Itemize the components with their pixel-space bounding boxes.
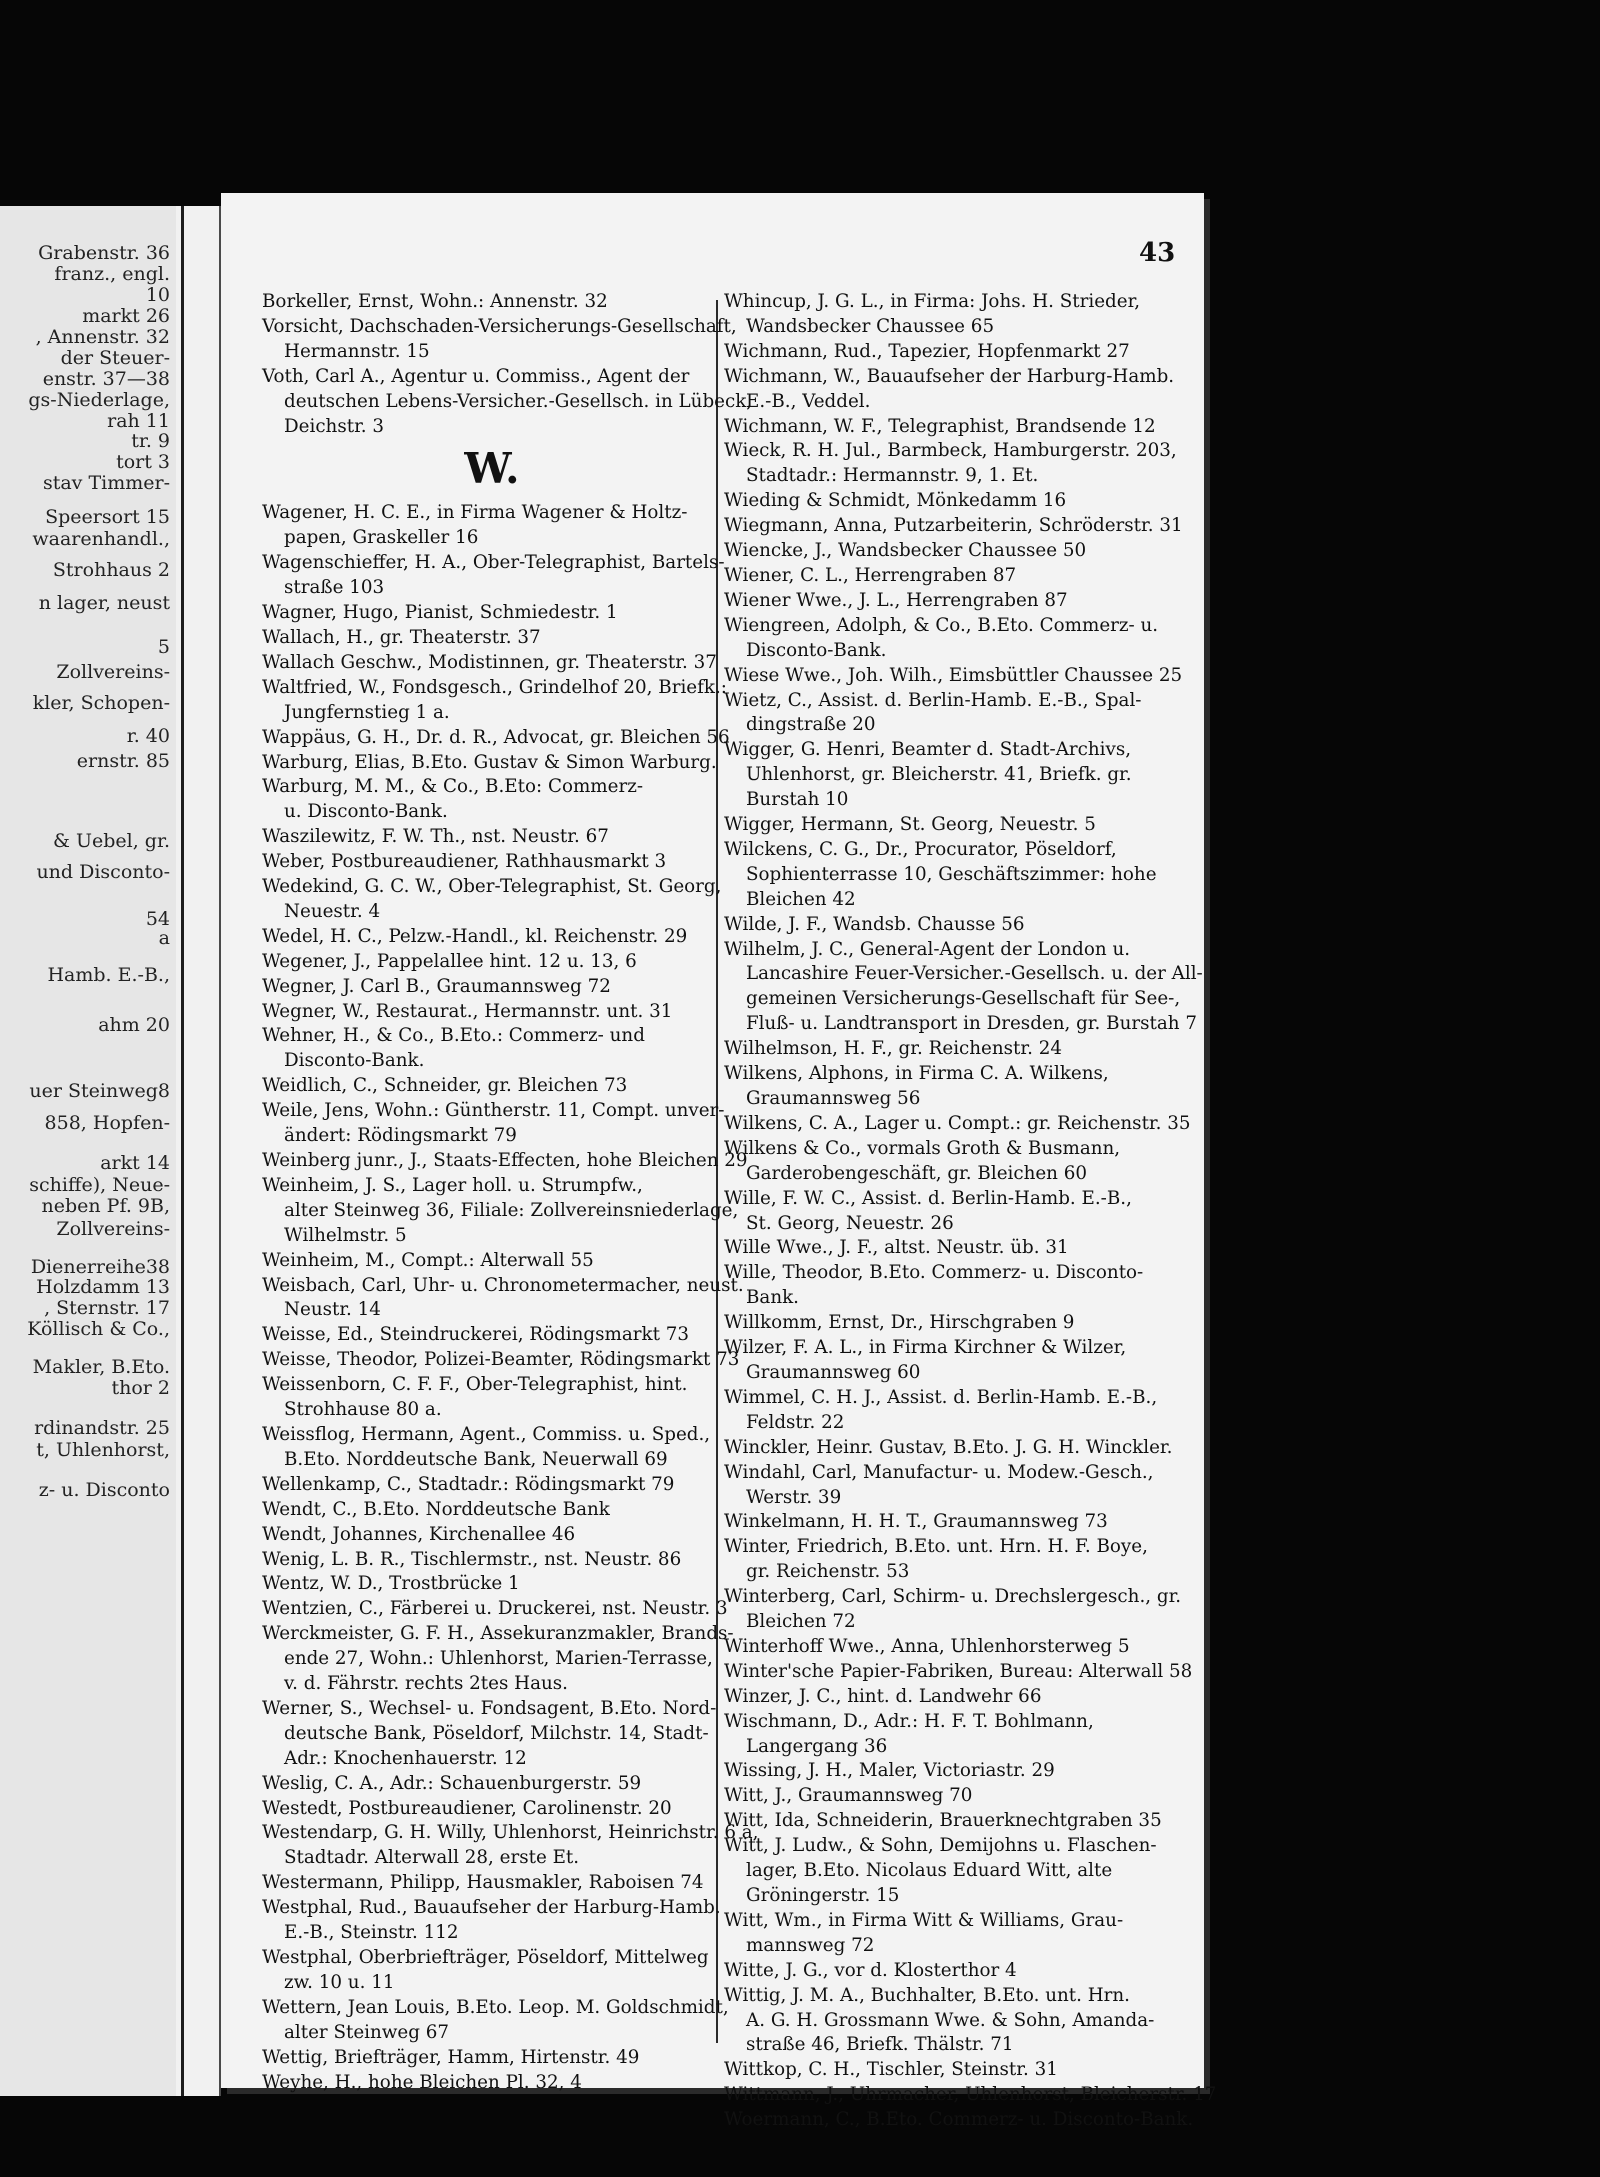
directory-entry (262, 1548, 722, 1573)
entry-continuation-line: alter Steinweg 67 (284, 2021, 450, 2043)
directory-entry (724, 1635, 1202, 1660)
entry-continuation-line: gemeinen Versicherungs-Gesellschaft für See-, (746, 988, 1181, 1010)
entry-line: Westermann, Philipp, Hausmakler, Raboisen 74 (262, 1872, 704, 1894)
directory-entry (262, 676, 727, 726)
entry-continuation-line: Gröningerstr. 15 (746, 1885, 900, 1906)
directory-entry (262, 875, 722, 925)
entry-line: Weinberg junr., J., Staats-Effecten, hohe Bleichen 29 (262, 1150, 748, 1171)
entry-line: Winter, Friedrich, B.Eto. unt. Hrn. H. F. Boye, (724, 1536, 1148, 1558)
directory-entry (724, 938, 1202, 1038)
directory-entry (724, 415, 1202, 440)
directory-entry (262, 501, 722, 551)
entry-line: Weyhe, H., hohe Bleichen Pl. 32, 4 (262, 2071, 582, 2093)
page-number: 43 (1139, 238, 1176, 268)
entry-line: Weisse, Ed., Steindruckerei, Rödingsmarkt 73 (262, 1324, 689, 1346)
entry-line: Wiegmann, Anna, Putzarbeiterin, Schröderstr. 31 (724, 515, 1183, 537)
directory-entry (724, 1685, 1202, 1710)
entry-line: Wagner, Hugo, Pianist, Schmiedestr. 1 (262, 602, 618, 624)
entry-line: Weidlich, C., Schneider, gr. Bleichen 73 (262, 1075, 628, 1097)
prev-page-line: uer Steinweg8 (29, 1080, 170, 1102)
directory-entry (262, 1174, 739, 1249)
entry-line: Wiener, C. L., Herrengraben 87 (724, 564, 1017, 586)
entry-line: Wietz, C., Assist. d. Berlin-Hamb. E.-B., Spal- (724, 689, 1142, 711)
directory-entry (262, 1074, 722, 1099)
entry-line: Wegener, J., Pappelallee hint. 12 u. 13, 6 (262, 950, 637, 972)
directory-entry (262, 1772, 722, 1797)
directory-entry (724, 1535, 1202, 1585)
entry-continuation-line: B.Eto. Norddeutsche Bank, Neuerwall 69 (284, 1448, 668, 1470)
prev-page-line: , Annenstr. 32 (35, 326, 170, 348)
entry-line: Witte, J. G., vor d. Klosterthor 4 (724, 1959, 1017, 1981)
entry-line: Witt, J. Ludw., & Sohn, Demijohns u. Flaschen- (724, 1835, 1157, 1857)
prev-page-line: rdinandstr. 25 (34, 1417, 170, 1439)
directory-entry (262, 365, 753, 440)
entry-line: Willkomm, Ernst, Dr., Hirschgraben 9 (724, 1312, 1075, 1334)
entry-continuation-line: Fluß- u. Landtransport in Dresden, gr. Burstah 7 (746, 1013, 1197, 1035)
directory-entry (262, 1572, 722, 1597)
entry-line: Wiencke, J., Wandsbecker Chaussee 50 (724, 540, 1087, 562)
entry-line: Wappäus, G. H., Dr. d. R., Advocat, gr. Bleichen 56 (262, 726, 730, 748)
directory-entry (724, 689, 1202, 739)
directory-entry (724, 1809, 1202, 1834)
entry-line: Wilkens, C. A., Lager u. Compt.: gr. Reichenstr. 35 (724, 1112, 1191, 1134)
entry-line: Wiese Wwe., Joh. Wilh., Eimsbüttler Chaussee 25 (724, 664, 1183, 686)
entry-line: Wigger, Hermann, St. Georg, Neuestr. 5 (724, 814, 1096, 836)
entry-continuation-line: Graumannsweg 56 (746, 1088, 921, 1109)
prev-page-line: Köllisch & Co., (27, 1318, 170, 1340)
entry-line: Wichmann, W. F., Telegraphist, Brandsende 12 (724, 415, 1156, 437)
prev-page-line: arkt 14 (100, 1152, 170, 1174)
directory-entry (262, 651, 722, 676)
prev-page-line: & Uebel, gr. (53, 830, 170, 852)
entry-line: Wehner, H., & Co., B.Eto.: Commerz- und (262, 1025, 645, 1047)
directory-entry (262, 551, 725, 601)
entry-line: Westphal, Oberbriefträger, Pöseldorf, Mittelweg (262, 1947, 709, 1968)
directory-entry (262, 1373, 722, 1423)
entry-line: Werckmeister, G. F. H., Assekuranzmakler, Brands- (262, 1623, 734, 1645)
entry-line: Westphal, Rud., Bauaufseher der Harburg-Hamb. (262, 1897, 721, 1919)
directory-entry (262, 1348, 740, 1373)
directory-entry (262, 1423, 722, 1473)
directory-entry (262, 751, 722, 776)
prev-page-line: Makler, B.Eto. (32, 1356, 170, 1378)
directory-entry (724, 1834, 1202, 1909)
entry-continuation-line: gr. Reichenstr. 53 (746, 1561, 910, 1583)
entry-line: Waszilewitz, F. W. Th., nst. Neustr. 67 (262, 826, 609, 848)
entry-line: Borkeller, Ernst, Wohn.: Annenstr. 32 (262, 291, 608, 312)
entry-line: Wendt, C., B.Eto. Norddeutsche Bank (262, 1498, 610, 1520)
entry-line: Westedt, Postbureaudiener, Carolinenstr. 20 (262, 1797, 672, 1819)
entry-continuation-line: ende 27, Wohn.: Uhlenhorst, Marien-Terrasse, (284, 1648, 713, 1670)
entry-line: Windahl, Carl, Manufactur- u. Modew.-Gesch., (724, 1461, 1154, 1483)
directory-entry (724, 1336, 1202, 1386)
directory-entry (724, 1784, 1202, 1809)
prev-page-line: und Disconto- (36, 861, 170, 883)
entry-continuation-line: Stadtadr. Alterwall 28, erste Et. (284, 1847, 580, 1869)
left-column (262, 290, 759, 2095)
entry-line: Wiener Wwe., J. L., Herrengraben 87 (724, 589, 1068, 611)
directory-entry (262, 1498, 722, 1523)
directory-entry (724, 1137, 1202, 1187)
entry-continuation-line: Jungfernstieg 1 a. (284, 701, 450, 723)
entry-continuation-line: Neuestr. 4 (284, 900, 381, 922)
prev-page-line: kler, Schopen- (32, 692, 170, 714)
entry-line: Vorsicht, Dachschaden-Versicherungs-Gesellschaft, (262, 315, 737, 337)
entry-continuation-line: Sophienterrasse 10, Geschäftszimmer: hohe (746, 863, 1157, 885)
prev-page-line: rah 11 (107, 410, 170, 432)
entry-line: Wilde, J. F., Wandsb. Chausse 56 (724, 913, 1025, 935)
directory-entry (724, 838, 1202, 913)
directory-entry (724, 664, 1202, 689)
entry-continuation-line: Bank. (746, 1287, 799, 1309)
prev-page-line: waarenhandl., (32, 528, 170, 550)
directory-entry (724, 1510, 1202, 1535)
entry-line: Warburg, Elias, B.Eto. Gustav & Simon Warburg. (262, 751, 717, 773)
entry-continuation-line: deutschen Lebens-Versicher.-Gesellsch. in Lübeck, (284, 390, 753, 412)
entry-continuation-line: Adr.: Knochenhauerstr. 12 (284, 1747, 527, 1769)
prev-page-line: ernstr. 85 (76, 750, 170, 772)
entry-continuation-line: Disconto-Bank. (746, 639, 887, 661)
prev-page-line: a (158, 927, 170, 949)
entry-continuation-line: A. G. H. Grossmann Wwe. & Sohn, Amanda- (746, 2009, 1155, 2031)
directory-entry (262, 1274, 744, 1324)
directory-entry (262, 601, 722, 626)
entry-line: Waltfried, W., Fondsgesch., Grindelhof 20, Briefk.: (262, 676, 727, 698)
prev-page-line: tr. 9 (131, 430, 170, 452)
entry-line: Warburg, M. M., & Co., B.Eto: Commerz- (262, 776, 644, 798)
entry-line: Wille Wwe., J. F., altst. Neustr. üb. 31 (724, 1237, 1069, 1259)
directory-entry (724, 1062, 1202, 1112)
prev-page-line: der Steuer- (60, 347, 170, 369)
prev-page-line: Dienerreihe38 (30, 1256, 170, 1278)
directory-entry (262, 925, 722, 950)
prev-page-line: markt 26 (82, 305, 170, 327)
directory-entry (724, 1984, 1202, 2059)
entry-line: Wittkop, C. H., Tischler, Steinstr. 31 (724, 2059, 1058, 2081)
entry-line: Witt, J., Graumannsweg 70 (724, 1785, 973, 1807)
entry-line: Weinheim, M., Compt.: Alterwall 55 (262, 1249, 594, 1271)
entry-line: Wittmann, J., Uhrmacher, Uhlenhorst, Bleicherstr. 17 (724, 2084, 1217, 2106)
directory-entry (262, 975, 722, 1000)
directory-entry (724, 2108, 1202, 2133)
right-column (724, 290, 1217, 2133)
prev-page-line: Zollvereins- (56, 1218, 170, 1240)
directory-entry (724, 1461, 1202, 1511)
entry-line: Wichmann, W., Bauaufseher der Harburg-Hamb. (724, 365, 1175, 387)
directory-entry (262, 950, 722, 975)
entry-line: Wettern, Jean Louis, B.Eto. Leop. M. Goldschmidt, (262, 1996, 729, 2018)
entry-continuation-line: papen, Graskeller 16 (284, 527, 479, 549)
directory-entry (262, 1821, 759, 1871)
entry-line: Wille, Theodor, B.Eto. Commerz- u. Disconto- (724, 1262, 1144, 1284)
directory-entry (724, 514, 1202, 539)
entry-continuation-line: v. d. Fährstr. rechts 2tes Haus. (284, 1673, 568, 1695)
entry-continuation-line: Werstr. 39 (746, 1486, 842, 1508)
entry-line: Wilhelm, J. C., General-Agent der London u. (724, 938, 1131, 960)
directory-entry (724, 1909, 1202, 1959)
directory-entry (724, 1759, 1202, 1784)
entry-line: Wettig, Briefträger, Hamm, Hirtenstr. 49 (262, 2046, 640, 2068)
directory-entry (262, 315, 737, 365)
entry-line: Weissflog, Hermann, Agent., Commiss. u. Sped., (262, 1423, 711, 1445)
entry-line: Wedel, H. C., Pelzw.-Handl., kl. Reichenstr. 29 (262, 925, 688, 947)
entry-line: Wieck, R. H. Jul., Barmbeck, Hamburgerstr. 203, (724, 440, 1177, 462)
entry-line: Westendarp, G. H. Willy, Uhlenhorst, Heinrichstr. 6 a, (262, 1822, 759, 1844)
directory-entry (262, 775, 722, 825)
prev-page-line: t, Uhlenhorst, (36, 1439, 170, 1461)
prev-page-line: tort 3 (116, 451, 170, 473)
directory-entry (262, 1871, 722, 1896)
directory-entry (262, 1473, 722, 1498)
entry-line: Wegner, W., Restaurat., Hermannstr. unt. 31 (262, 1000, 673, 1022)
entry-line: Weissenborn, C. F. F., Ober-Telegraphist, hint. (262, 1374, 688, 1396)
prev-page-line: Zollvereins- (56, 661, 170, 683)
prev-page-line: 54 (145, 908, 170, 930)
entry-continuation-line: Deichstr. 3 (284, 415, 385, 437)
prev-page-line: 858, Hopfen- (44, 1112, 170, 1134)
entry-continuation-line: E.-B., Steinstr. 112 (284, 1922, 459, 1944)
prev-page-line: z- u. Disconto (38, 1479, 170, 1501)
entry-line: Wagenschieffer, H. A., Ober-Telegraphist, Bartels- (262, 552, 725, 574)
entry-line: Wilhelmson, H. F., gr. Reichenstr. 24 (724, 1038, 1062, 1060)
entry-line: Voth, Carl A., Agentur u. Commiss., Agent der (262, 365, 690, 387)
directory-entry (262, 1523, 722, 1548)
entry-continuation-line: Feldstr. 22 (746, 1411, 845, 1433)
directory-entry (724, 1112, 1202, 1137)
entry-line: Winterhoff Wwe., Anna, Uhlenhorsterweg 5 (724, 1635, 1130, 1657)
entry-line: Weslig, C. A., Adr.: Schauenburgerstr. 59 (262, 1772, 642, 1794)
entry-continuation-line: Lancashire Feuer-Versicher.-Gesellsch. u. der All- (746, 963, 1203, 985)
entry-line: Wissing, J. H., Maler, Victoriastr. 29 (724, 1760, 1055, 1782)
entry-line: Werner, S., Wechsel- u. Fondsagent, B.Eto. Nord- (262, 1697, 717, 1719)
entry-continuation-line: ändert: Rödingsmarkt 79 (284, 1125, 517, 1147)
directory-entry (262, 290, 722, 315)
prev-page-line: Hamb. E.-B., (47, 964, 170, 986)
prev-page-line: franz., engl. (54, 263, 170, 285)
prev-page-line: thor 2 (111, 1377, 170, 1399)
entry-line: Wittig, J. M. A., Buchhalter, B.Eto. unt. Hrn. (724, 1984, 1130, 2006)
entry-continuation-line: Garderobengeschäft, gr. Bleichen 60 (746, 1162, 1088, 1184)
entry-line: Wilzer, F. A. L., in Firma Kirchner & Wilzer, (724, 1337, 1127, 1359)
entry-continuation-line: u. Disconto-Bank. (284, 801, 448, 823)
directory-entry (724, 738, 1202, 813)
directory-entry (262, 1323, 722, 1348)
prev-page-line: 5 (157, 636, 170, 658)
prev-page-line: ahm 20 (98, 1014, 170, 1036)
entry-continuation-line: mannsweg 72 (746, 1934, 875, 1956)
directory-entry (262, 1622, 734, 1697)
directory-entry (262, 626, 722, 651)
directory-entry (724, 1037, 1202, 1062)
directory-entry (724, 1959, 1202, 1984)
entry-continuation-line: Burstah 10 (746, 789, 849, 811)
prev-page-line: stav Timmer- (42, 472, 170, 494)
entry-continuation-line: Wilhelmstr. 5 (284, 1224, 407, 1246)
gutter-edge-line (181, 206, 184, 2096)
entry-continuation-line: Graumannsweg 60 (746, 1361, 921, 1383)
directory-entry (724, 1236, 1202, 1261)
entry-line: Winckler, Heinr. Gustav, B.Eto. J. G. H. Winckler. (724, 1436, 1173, 1458)
entry-line: Wischmann, D., Adr.: H. F. T. Bohlmann, (724, 1710, 1094, 1732)
entry-line: Witt, Ida, Schneiderin, Brauerknechtgraben 35 (724, 1810, 1162, 1832)
entry-line: Winterberg, Carl, Schirm- u. Drechslergesch., gr. (724, 1586, 1182, 1608)
entry-continuation-line: E.-B., Veddel. (746, 390, 871, 412)
directory-entry (724, 340, 1202, 365)
directory-entry (724, 1386, 1202, 1436)
prev-page-line: neben Pf. 9B, (41, 1195, 170, 1217)
directory-entry (262, 1797, 722, 1822)
directory-entry (724, 1187, 1202, 1237)
entry-continuation-line: straße 103 (284, 577, 385, 599)
prev-page-line: schiffe), Neue- (29, 1174, 170, 1196)
directory-entry (724, 1710, 1202, 1760)
entry-continuation-line: Bleichen 42 (746, 888, 856, 910)
entry-line: Witt, Wm., in Firma Witt & Williams, Grau- (724, 1909, 1124, 1931)
prev-page-line: n lager, neust (38, 592, 170, 614)
entry-line: Whincup, J. G. L., in Firma: Johs. H. Strieder, (724, 291, 1141, 312)
directory-entry (724, 1660, 1202, 1685)
directory-entry (724, 913, 1202, 938)
entry-line: Wendt, Johannes, Kirchenallee 46 (262, 1523, 576, 1545)
entry-line: Wille, F. W. C., Assist. d. Berlin-Hamb. E.-B., (724, 1187, 1132, 1209)
entry-continuation-line: Neustr. 14 (284, 1299, 381, 1321)
directory-entry (724, 489, 1202, 514)
entry-continuation-line: Strohhause 80 a. (284, 1399, 442, 1421)
entry-continuation-line: dingstraße 20 (746, 714, 876, 736)
prev-page-line: , Sternstr. 17 (44, 1297, 170, 1319)
entry-continuation-line: alter Steinweg 36, Filiale: Zollvereinsniederlage, (284, 1199, 739, 1221)
prev-page-line: enstr. 37—38 (42, 368, 170, 390)
directory-entry (262, 1024, 722, 1074)
directory-entry (724, 1585, 1202, 1635)
prev-page-line: Speersort 15 (45, 506, 170, 528)
directory-entry (262, 1697, 722, 1772)
directory-entry (724, 614, 1202, 664)
prev-page-line: 10 (145, 284, 170, 306)
entry-line: Wigger, G. Henri, Beamter d. Stadt-Archivs, (724, 739, 1132, 761)
entry-continuation-line: St. Georg, Neuestr. 26 (746, 1212, 954, 1234)
directory-entry (262, 1896, 722, 1946)
previous-page-fragment (0, 206, 176, 2096)
directory-entry (262, 1946, 722, 1996)
directory-entry (724, 2058, 1202, 2083)
directory-entry (724, 813, 1202, 838)
directory-entry (262, 1149, 748, 1174)
entry-line: Wegner, J. Carl B., Graumannsweg 72 (262, 975, 611, 997)
directory-entry (724, 1261, 1202, 1311)
directory-entry (262, 726, 730, 751)
entry-line: Weisbach, Carl, Uhr- u. Chronometermacher, neust. (262, 1274, 744, 1296)
entry-continuation-line: Stadtadr.: Hermannstr. 9, 1. Et. (746, 465, 1039, 487)
directory-entry (724, 1311, 1202, 1336)
entry-continuation-line: straße 46, Briefk. Thälstr. 71 (746, 2034, 1014, 2056)
entry-continuation-line: deutsche Bank, Pöseldorf, Milchstr. 14, Stadt- (284, 1722, 709, 1744)
directory-entry (724, 365, 1202, 415)
entry-line: Wimmel, C. H. J., Assist. d. Berlin-Hamb. E.-B., (724, 1386, 1158, 1408)
entry-line: Wallach, H., gr. Theaterstr. 37 (262, 626, 541, 648)
entry-line: Weisse, Theodor, Polizei-Beamter, Rödingsmarkt 73 (262, 1349, 740, 1371)
entry-line: Wiengreen, Adolph, & Co., B.Eto. Commerz- u. (724, 614, 1159, 636)
directory-entry (262, 1000, 722, 1025)
entry-continuation-line: Bleichen 72 (746, 1611, 856, 1633)
entry-line: Wagener, H. C. E., in Firma Wagener & Holtz- (262, 502, 688, 524)
directory-entry (262, 2071, 722, 2096)
entry-line: Weinheim, J. S., Lager holl. u. Strumpfw., (262, 1174, 643, 1196)
entry-line: Weber, Postbureaudiener, Rathhausmarkt 3 (262, 851, 667, 873)
entry-line: Wieding & Schmidt, Mönkedamm 16 (724, 490, 1067, 512)
entry-line: Wichmann, Rud., Tapezier, Hopfenmarkt 27 (724, 340, 1130, 362)
directory-entry (262, 1099, 725, 1149)
entry-line: Winkelmann, H. H. T., Graumannsweg 73 (724, 1511, 1108, 1533)
directory-entry (724, 290, 1202, 340)
entry-line: Wellenkamp, C., Stadtadr.: Rödingsmarkt 79 (262, 1473, 675, 1495)
entry-line: Winzer, J. C., hint. d. Landwehr 66 (724, 1685, 1042, 1707)
directory-entry (724, 564, 1202, 589)
entry-line: Wilkens, Alphons, in Firma C. A. Wilkens, (724, 1063, 1109, 1085)
entry-line: Woermann, C., B.Eto. Commerz- u. Disconto-Bank. (724, 2109, 1194, 2131)
directory-entry (262, 1597, 728, 1622)
entry-continuation-line: zw. 10 u. 11 (284, 1971, 395, 1993)
directory-entry (262, 850, 722, 875)
directory-entry (724, 1436, 1202, 1461)
entry-continuation-line: Uhlenhorst, gr. Bleicherstr. 41, Briefk. gr. (746, 764, 1132, 786)
entry-continuation-line: Hermannstr. 15 (284, 340, 430, 362)
directory-entry (724, 589, 1202, 614)
entry-continuation-line: Disconto-Bank. (284, 1050, 425, 1072)
prev-page-line: Grabenstr. 36 (38, 242, 170, 264)
entry-line: Winter'sche Papier-Fabriken, Bureau: Alterwall 58 (724, 1660, 1193, 1682)
directory-entry (262, 825, 722, 850)
prev-page-line: Holzdamm 13 (36, 1276, 170, 1298)
entry-line: Wallach Geschw., Modistinnen, gr. Theaterstr. 37 (262, 651, 717, 673)
entry-continuation-line: Wandsbecker Chaussee 65 (746, 315, 995, 337)
directory-entry (724, 539, 1202, 564)
directory-entry (724, 439, 1202, 489)
entry-line: Wilckens, C. G., Dr., Procurator, Pöseldorf, (724, 838, 1117, 860)
directory-entry (724, 2083, 1217, 2108)
directory-entry (262, 2046, 722, 2071)
prev-page-line: Strohhaus 2 (52, 559, 170, 581)
entry-continuation-line: lager, B.Eto. Nicolaus Eduard Witt, alte (746, 1860, 1113, 1882)
entry-line: Wedekind, G. C. W., Ober-Telegraphist, St. Georg, (262, 876, 722, 898)
entry-line: Wentz, W. D., Trostbrücke 1 (262, 1573, 520, 1595)
prev-page-line: gs-Niederlage, (28, 389, 170, 411)
entry-line: Wilkens & Co., vormals Groth & Busmann, (724, 1137, 1121, 1159)
directory-entry (262, 1249, 722, 1274)
directory-entry (262, 1996, 729, 2046)
entry-line: Wenig, L. B. R., Tischlermstr., nst. Neustr. 86 (262, 1548, 682, 1570)
prev-page-line: r. 40 (126, 725, 170, 747)
entry-line: Weile, Jens, Wohn.: Güntherstr. 11, Compt. unver- (262, 1100, 725, 1122)
entry-line: Wentzien, C., Färberei u. Druckerei, nst. Neustr. 3 (262, 1598, 728, 1620)
entry-continuation-line: Langergang 36 (746, 1735, 888, 1757)
section-letter-heading: W. (464, 444, 520, 494)
